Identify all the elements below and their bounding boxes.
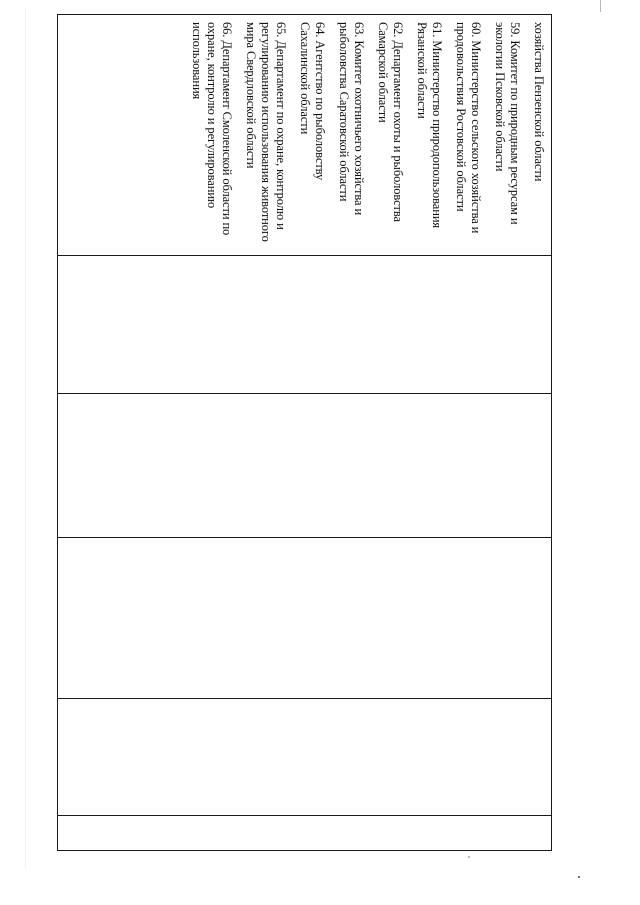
list-item: 66. Департамент Смоленской области по охране, контролю и регулированию использования — [190, 22, 234, 236]
list-item: 59. Комитет по природным ресурсам и экологии Псковской области — [493, 22, 522, 225]
row-divider — [58, 537, 551, 538]
list-item: 63. Комитет охотничьего хозяйства и рыболовства Саратовской области — [337, 22, 366, 216]
list-item: 61. Министерство природопользования Рязанской области — [415, 22, 444, 229]
list-item: 60. Министерство сельского хозяйства и продовольствия Ростовской области — [454, 22, 483, 234]
list-item: 64. Агентство по рыболовству Сахалинской области — [298, 22, 327, 181]
scan-edge-mark — [600, 0, 601, 12]
rotated-table-column — [57, 14, 552, 254]
row-divider — [58, 393, 551, 394]
row-divider — [58, 698, 551, 699]
list-item: 62. Департамент охоты и рыболовства Самарской области — [376, 22, 405, 223]
column-text-panel — [57, 14, 552, 254]
row-divider — [58, 255, 551, 256]
scan-edge-mark — [25, 8, 26, 868]
scan-speck — [578, 876, 580, 878]
row-divider — [58, 815, 551, 816]
list-item: 65. Департамент по охране, контролю и регулированию использования животного мира Свердловской области — [244, 22, 288, 242]
scan-speck — [468, 856, 470, 858]
rotated-column-inner — [57, 14, 552, 254]
continuation-text: хозяйства Пензенской области — [532, 22, 546, 182]
